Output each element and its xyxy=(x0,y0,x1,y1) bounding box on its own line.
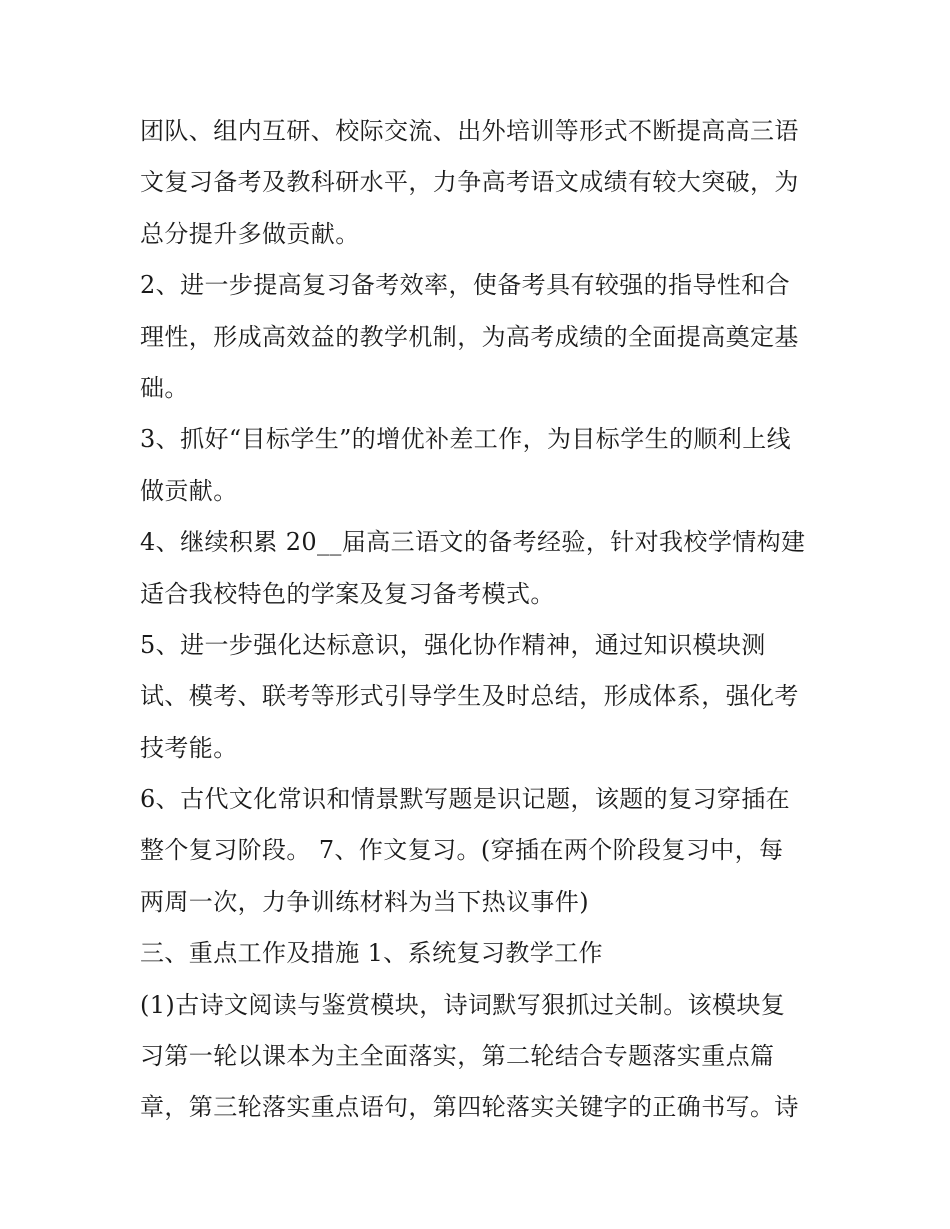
text-line: 做贡献。 xyxy=(140,476,238,505)
text-line: 两周一次，力争训练材料为当下热议事件) xyxy=(140,887,589,916)
text-line: 章，第三轮落实重点语句，第四轮落实关键字的正确书写。诗 xyxy=(140,1093,799,1122)
text-line: 三、重点工作及措施 1、系统复习教学工作 xyxy=(140,939,603,968)
text-line: 理性，形成高效益的教学机制，为高考成绩的全面提高奠定基 xyxy=(140,322,799,351)
text-line: 6、古代文化常识和情景默写题是识记题，该题的复习穿插在 xyxy=(140,785,791,814)
text-line: 总分提升多做贡献。 xyxy=(140,219,360,248)
text-line: 3、抓好“目标学生”的增优补差工作，为目标学生的顺利上线 xyxy=(140,425,792,454)
text-line: 4、继续积累 20__届高三语文的备考经验，针对我校学情构建 xyxy=(140,528,806,557)
text-line: 习第一轮以课本为主全面落实，第二轮结合专题落实重点篇 xyxy=(140,1042,775,1071)
text-line: 团队、组内互研、校际交流、出外培训等形式不断提高高三语 xyxy=(140,117,799,145)
text-line: 2、进一步提高复习备考效率，使备考具有较强的指导性和合 xyxy=(140,271,791,300)
text-line: 5、进一步强化达标意识，强化协作精神，通过知识模块测 xyxy=(140,630,766,659)
text-line: (1)古诗文阅读与鉴赏模块，诗词默写狠抓过关制。该模块复 xyxy=(140,990,786,1019)
text-line: 文复习备考及教科研水平，力争高考语文成绩有较大突破，为 xyxy=(140,168,799,197)
text-line: 础。 xyxy=(140,373,189,402)
body-text xyxy=(140,106,820,1134)
text-line: 试、模考、联考等形式引导学生及时总结，形成体系，强化考 xyxy=(140,682,799,711)
text-line: 整个复习阶段。 7、作文复习。(穿插在两个阶段复习中，每 xyxy=(140,836,784,865)
text-line: 技考能。 xyxy=(140,733,238,762)
text-line: 适合我校特色的学案及复习备考模式。 xyxy=(140,579,555,608)
